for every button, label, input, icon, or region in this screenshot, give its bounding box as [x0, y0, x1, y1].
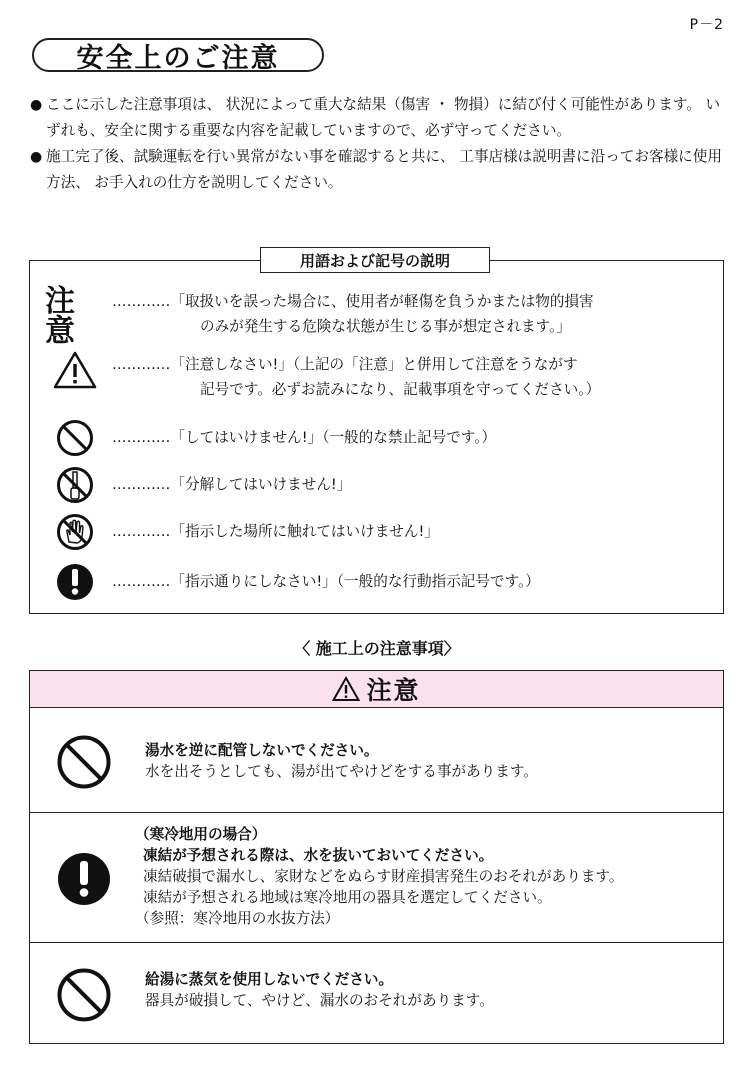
- caution-text: 湯水を逆に配管しないでください。: [145, 742, 379, 759]
- legend-line: …………「取扱いを誤った場合に、使用者が軽傷を負うかまたは物的損害: [112, 293, 594, 310]
- caution-text: 水を出そうとしても、湯が出てやけどをする事があります。: [145, 763, 538, 780]
- legend-heading: 用語および記号の説明: [260, 247, 490, 273]
- legend-line: …………「指示した場所に触れてはいけません!」: [112, 523, 439, 540]
- caution-item: [30, 942, 723, 1043]
- warning-triangle-icon: [332, 676, 360, 702]
- legend-description: [112, 289, 594, 339]
- prohibition-icon: [56, 967, 112, 1023]
- legend-description: [112, 472, 351, 497]
- caution-text: （参照：寒冷地用の水抜方法）: [135, 910, 340, 927]
- legend-box: [29, 251, 724, 614]
- page-title-pill: [32, 38, 324, 72]
- legend-line: …………「してはいけません!」（一般的な禁止記号です。）: [112, 429, 497, 446]
- legend-description: [112, 519, 439, 544]
- intro-note: ● 施工完了後、試験運転を行い異常がない事を確認すると共に、 工事店様は説明書に沿ってお客様に使用方法、 お手入れの仕方を説明してください。: [30, 144, 730, 196]
- caution-text: 凍結が予想される地域は寒冷地用の器具を選定してください。: [143, 889, 552, 906]
- caution-word: 注意: [45, 284, 76, 349]
- legend-description: [112, 425, 496, 450]
- page-number: P－2: [689, 17, 724, 33]
- caution-header: [30, 671, 723, 708]
- legend-description: [112, 352, 600, 402]
- caution-box: [29, 670, 724, 1044]
- intro-note: ● ここに示した注意事項は、 状況によって重大な結果（傷害 ・ 物損）に結び付く可能性があります。 いずれも、安全に関する重要な内容を記載していますので、必ず守ってください。: [30, 92, 730, 144]
- legend-line: …………「指示通りにしなさい!」（一般的な行動指示記号です。）: [112, 573, 540, 590]
- prohibition-icon: [55, 418, 95, 458]
- legend-line: のみが発生する危険な状態が生じる事が想定されます。」: [200, 318, 571, 335]
- legend-description: [112, 569, 540, 594]
- caution-item: [30, 708, 723, 812]
- caution-text: 器具が破損して、やけど、漏水のおそれがあります。: [145, 992, 494, 1009]
- intro-notes: [30, 92, 730, 196]
- caution-header-label: 注意: [366, 676, 421, 705]
- caution-item: [30, 812, 723, 942]
- caution-text: 凍結破損で漏水し、家財などをぬらす財産損害発生のおそれがあります。: [143, 868, 624, 885]
- prohibition-icon: [56, 734, 112, 790]
- mandatory-action-icon: [56, 851, 112, 907]
- legend-line: …………「注意しなさい!」（上記の「注意」と併用して注意をうながす: [112, 356, 578, 373]
- section-title: 〈 施工上の注意事項〉: [294, 639, 460, 658]
- caution-text: 給湯に蒸気を使用しないでください。: [145, 971, 394, 988]
- page-title: 安全上のご注意: [76, 42, 280, 74]
- warning-triangle-icon: [53, 350, 97, 390]
- legend-line: …………「分解してはいけません!」: [112, 476, 352, 493]
- no-touch-icon: [55, 512, 95, 552]
- caution-text: 凍結が予想される際は、水を抜いておいてください。: [143, 847, 494, 864]
- no-disassembly-icon: [55, 465, 95, 505]
- legend-line: 記号です。必ずお読みになり、記載事項を守ってください。）: [200, 381, 601, 398]
- caution-text: （寒冷地用の場合）: [135, 826, 267, 843]
- mandatory-action-icon: [55, 562, 95, 602]
